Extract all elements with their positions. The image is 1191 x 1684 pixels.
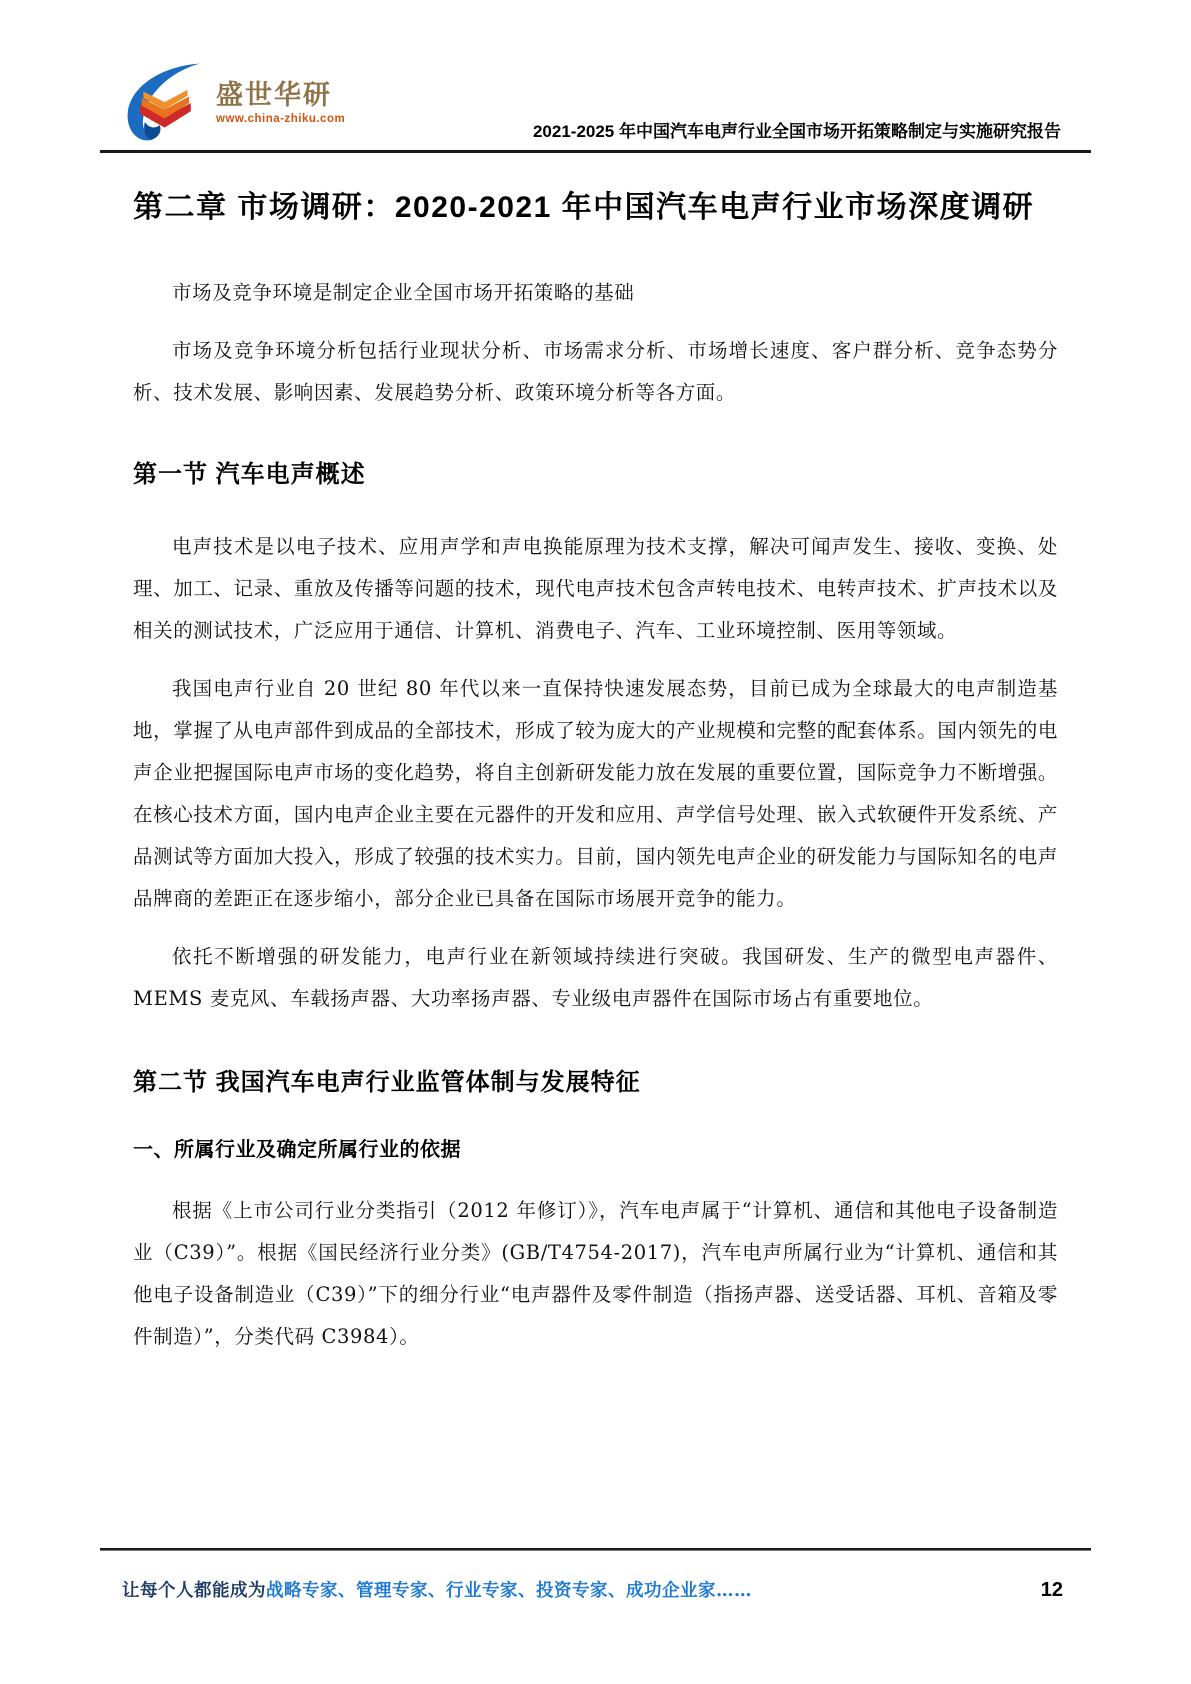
- section-1-paragraph-3: 依托不断增强的研发能力，电声行业在新领域持续进行突破。我国研发、生产的微型电声器件、MEMS 麦克风、车载扬声器、大功率扬声器、专业级电声器件在国际市场占有重要地位。: [133, 945, 1058, 1010]
- chapter-title: 第二章 市场调研：2020-2021 年中国汽车电声行业市场深度调研: [133, 191, 1035, 224]
- page-number: 12: [1040, 1579, 1063, 1601]
- logo-text-block: [216, 81, 345, 125]
- subsection-1-title: 一、所属行业及确定所属行业的依据: [133, 1139, 461, 1161]
- section-2-paragraph-1: 根据《上市公司行业分类指引（2012 年修订）》，汽车电声属于“计算机、通信和其他电子设备制造业（C39）”。根据《国民经济行业分类》(GB/T4754-2017)，汽车电声所属行业为“计算机、通信和其他电子设备制造业（C39）”下的细分行业“电声器件及零件制造（指扬声器、送受话器、耳机、音箱及零件制造）”，分类代码 C3984）。: [133, 1199, 1058, 1348]
- swoosh-open-book-icon: [122, 62, 208, 144]
- company-logo: [122, 62, 345, 144]
- section-1-title: 第一节 汽车电声概述: [133, 461, 366, 488]
- footer-slogan-highlight: 战略专家、管理专家、行业专家、投资专家、成功企业家……: [266, 1581, 752, 1601]
- logo-brand-text: 盛世华研: [216, 79, 332, 110]
- report-title: 2021-2025 年中国汽车电声行业全国市场开拓策略制定与实施研究报告: [532, 122, 1061, 141]
- header-inner: [100, 0, 1091, 150]
- footer-slogan-prefix: 让每个人都能成为: [122, 1581, 266, 1601]
- section-2-title: 第二节 我国汽车电声行业监管体制与发展特征: [133, 1069, 641, 1096]
- logo-website-text: www.china-zhiku.com: [216, 113, 346, 126]
- paragraph-intro-2: 市场及竞争环境分析包括行业现状分析、市场需求分析、市场增长速度、客户群分析、竞争态势分析、技术发展、影响因素、发展趋势分析、政策环境分析等各方面。: [133, 339, 1058, 404]
- footer-slogan: [122, 1577, 752, 1602]
- footer-row: [100, 1577, 1091, 1602]
- page-header: [100, 0, 1091, 153]
- footer-divider: [100, 1548, 1091, 1551]
- document-body: [133, 150, 1058, 1374]
- page-footer: [100, 1548, 1091, 1602]
- section-1-paragraph-1: 电声技术是以电子技术、应用声学和声电换能原理为技术支撑，解决可闻声发生、接收、变换、处理、加工、记录、重放及传播等问题的技术，现代电声技术包含声转电技术、电转声技术、扩声技术以及相关的测试技术，广泛应用于通信、计算机、消费电子、汽车、工业环境控制、医用等领域。: [133, 535, 1058, 642]
- paragraph-intro-1: 市场及竞争环境是制定企业全国市场开拓策略的基础: [172, 281, 635, 304]
- section-1-paragraph-2: 我国电声行业自 20 世纪 80 年代以来一直保持快速发展态势，目前已成为全球最大的电声制造基地，掌握了从电声部件到成品的全部技术，形成了较为庞大的产业规模和完整的配套体系。国内领先的电声企业把握国际电声市场的变化趋势，将自主创新研发能力放在发展的重要位置，国际竞争力不断增强。在核心技术方面，国内电声企业主要在元器件的开发和应用、声学信号处理、嵌入式软硬件开发系统、产品测试等方面加大投入，形成了较强的技术实力。目前，国内领先电声企业的研发能力与国际知名的电声品牌商的差距正在逐步缩小，部分企业已具备在国际市场展开竞争的能力。: [133, 677, 1058, 910]
